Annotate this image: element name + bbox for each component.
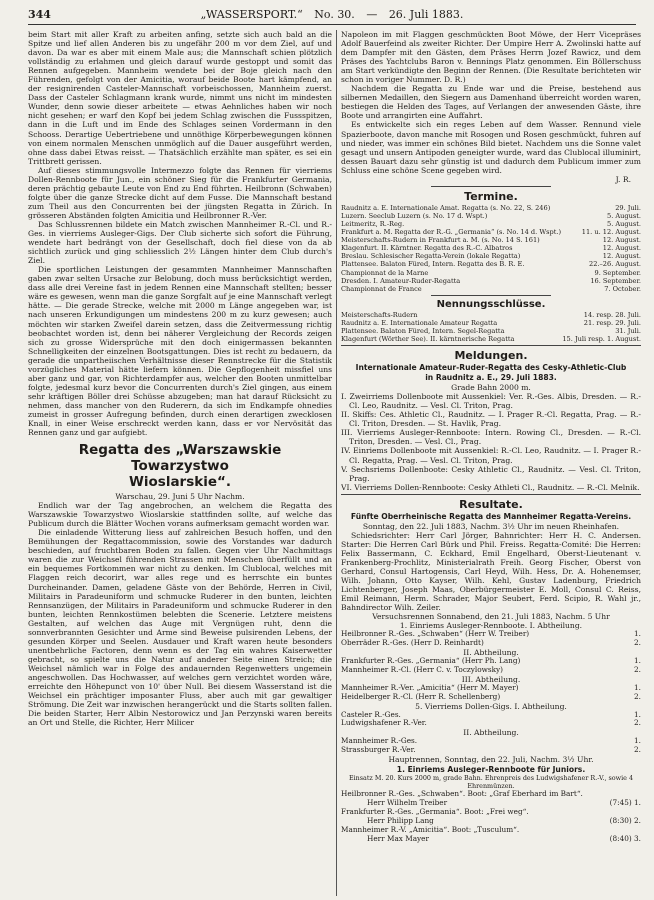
result-list: [341, 630, 641, 648]
event-name: Plattensee. Balaton Füred, Intern. Regatta des B. R. E.: [341, 260, 525, 269]
result-place: 1.: [634, 655, 641, 665]
result-entry: Ludwigshafener R.-Ver.: [341, 718, 427, 728]
event-date: 5. August.: [607, 211, 641, 220]
event-date: 29. Juli.: [615, 203, 641, 212]
signature: J. R.: [615, 174, 631, 184]
race-heading: 1. Einriems Ausleger-Rennboote für Juniors.: [396, 765, 586, 775]
versuchsrennen-heading: Versuchsrennen Sonnabend, den 21. Juli 1883, Nachm. 5 Uhr: [372, 612, 610, 622]
result-list: [341, 711, 641, 729]
meldung-entry: V. Sechsriems Dollenboote: Cesky Athletic Cl., Raudnitz. — Vesl. Cl. Triton, Prag.: [341, 464, 641, 483]
result-entry: Mannheimer R.-Cl. (Herr C. v. Toczylowsky): [341, 664, 503, 674]
paragraph: beim Start mit aller Kraft zu arbeiten anfing, setzte sich auch bald an die Spitze und lief allen Anderen bis zu ungefähr 200 m vor dem Ziel, auf und davon. Da war es aber mit einem Male aus; die Mannschaft schien plötzlich vollständig zu erlahmen und gleich darauf wurde gestoppt und somit das Rennen aufgegeben. Mannheim wendete bei der Boje gleich nach den Führenden, gefolgt von der Amicitia, worauf beide Boote hart kämpfend, an der resignirenden Casteler-Mannschaft vorbeischossen, Mannheim zuerst. Dass der Casteler Schlagmann krank wurde, nimmt uns nicht im mindesten Wunder, denn sowie dieser arbeitete — etwas Aehnliches haben wir noch nicht gesehen; er warf den Kopf bei jedem Schlag zwischen die Fussspitzen, dann in die Luft und im Ende des Schlages seinen Vordermann in den Schooss. Derartige Uebertriebene und unnöthige Körperbewegungen können von einem normalen Menschen unmöglich auf die Dauer ausgeführt werden, ohne dass dabei Etwas reisst. — Thatsächlich erzählte man später, es sei ein Trittbrett gerissen.: [28, 30, 332, 166]
result-list: [341, 737, 641, 755]
event-name: Klagenfurt (Wörther See). II. kärntnerische Regatta: [341, 335, 515, 344]
article-title-line: Wioslarskie“.: [128, 474, 232, 491]
header-title-line: [28, 8, 636, 21]
result-list: [341, 657, 641, 675]
race-conditions: Einsatz M. 20. Kurs 2000 m, grade Bahn. Ehrenpreis des Ludwigshafener R.-V., sowie 4 Ehrenmünzen.: [348, 774, 634, 790]
result-entry: Mannheimer R.-Ges.: [341, 736, 418, 746]
result-entry: Heilbronner R.-Ges. „Schwaben“ (Herr W. Treiber): [341, 629, 530, 639]
race-heading: II. Abtheilung.: [463, 728, 519, 738]
race-heading: II. Abtheilung.: [463, 647, 519, 657]
result-entry: Heilbronner R.-Ges. „Schwaben“. Boot: „Graf Eberhard im Bart“.: [341, 789, 583, 799]
section-title-meldungen: Meldungen.: [454, 349, 528, 363]
table-row: [341, 228, 641, 236]
race-heading: 1. Einriems Ausleger-Rennboote. I. Abtheilung.: [399, 621, 583, 631]
resultate-date: Sonntag, den 22. Juli 1883, Nachm. 3½ Uhr im neuen Rheinhafen.: [362, 521, 620, 531]
resultate-heading: Fünfte Oberrheinische Regatta des Mannheimer Regatta-Vereins.: [350, 511, 632, 521]
result-entry: Frankfurter R.-Ges. „Germania“ (Herr Ph. Lang): [341, 655, 521, 665]
event-date: 12. August.: [602, 244, 641, 253]
table-row: [341, 285, 641, 293]
left-column: [28, 30, 332, 898]
table-row: [341, 212, 641, 220]
column-rule: [336, 30, 337, 896]
event-name: Frankfurt a. M. Regatta der R.-G. „Germania“ (s. No. 14 d. Wspt.): [341, 228, 562, 237]
event-date: 9. September.: [594, 268, 641, 277]
result-place: (8:40) 3.: [609, 833, 641, 843]
result-place: 2.: [634, 691, 641, 701]
header-separator: —: [366, 8, 378, 21]
paragraph: Auf dieses stimmungsvolle Intermezzo folgte das Rennen für vierriems Dollen-Rennboote für Jun., ein schöner Sieg für die Frankfurter Germania, deren prächtig gebaute Leute von End zu End führten. Heilbronn (Schwaben) folgte über die ganze Strecke dicht auf dem Fusse. Die Mannschaft bestand zum Theil aus den Concurrenten bei der jüngsten Regatta in Zürich. In grösseren Abständen folgten Amicitia und Heilbronner R.-Ver.: [28, 165, 332, 220]
meldung-entry: I. Zweirriems Dollenboote mit Aussenkiel: Ver. R.-Ges. Albis, Dresden. — R.-Cl. Leo, Raudnitz. — Vesl. Cl. Triton, Prag.: [341, 392, 641, 411]
result-entry: Herr Max Mayer: [367, 833, 429, 843]
meldungen-place-date: in Raudnitz a. E., 29. Juli 1883.: [425, 373, 557, 383]
result-list: [341, 790, 641, 843]
event-date: 15. Juli resp. 1. August.: [562, 335, 641, 344]
event-date: 5. August.: [607, 219, 641, 228]
table-row: [341, 319, 641, 327]
table-row: [341, 204, 641, 212]
issue-number: No. 30.: [314, 8, 355, 21]
race-heading: 5. Vierriems Dollen-Gigs. I. Abtheilung.: [415, 701, 567, 711]
meldung-entry: III. Vierriems Ausleger-Rennboote: Intern. Rowing Cl., Dresden. — R.-Cl. Triton, Dresden. — Vesl. Cl., Prag.: [341, 428, 641, 447]
event-name: Raudnitz a. E. Internationale Amat. Regatta (s. No. 22, S. 246): [341, 203, 551, 212]
issue-date: 26. Juli 1883.: [388, 8, 464, 21]
result-place: (8:30) 2.: [609, 816, 641, 826]
table-row: [341, 252, 641, 260]
event-date: 7. October.: [604, 284, 641, 293]
divider: [431, 295, 551, 296]
right-column: [341, 30, 641, 898]
event-name: Klagenfurt. II. Kärntner. Regatta des R.-C. Albatros: [341, 244, 513, 253]
paragraph: Das Schlussrennen bildete ein Match zwischen Mannheimer R.-Cl. und R.-Ges. in vierriems Ausleger-Gigs. Der Club sicherte sich sofort die Führung, wendete hart bedrängt von der Gesellschaft, doch fiel diese von da ab sichtlich zurück und ging schliesslich 2½ Längen hinter dem Club durch's Ziel.: [28, 219, 332, 266]
event-name: Leitmeritz, R.-Reg.: [341, 219, 405, 228]
paragraph: Endlich war der Tag angebrochen, an welchem die Regatta des Warszawskie Towarzystwo Wioslarskie stattfinden sollte, auf welche das Publicum durch die Blätter Wochen vorans aufmerksam gemacht worden war.: [28, 501, 332, 529]
running-header: [28, 8, 636, 25]
paragraph: Die einladende Witterung liess auf zahlreichen Besuch hoffen, und den Bemühungen der Regattacommission, sowie des Vorstandes war dadurch beschieden, auf fruchtbaren Boden zu fallen. Gegen vier Uhr Nachmittags waren die zur Weichsel führenden Strassen mit Menschen überfüllt und an ein bequemes Fortkommen war nicht zu denken. Im Clublocal, welches mit Flaggen reich decorirt, war alles rege und es herrschte ein buntes Durcheinander. Damen, geladene Gäste von der Behörde, Herren in Civil, Militairs in Paradeuniform und schmucke Ruderer in den bunten, leichten Rennsanzügen, der Militairs in Paradeuniform und schmucke Ruderer in den bunten, leichten Rennkostümen belebten die Scenerie. Letztere meistens Gestalten, auf welchen das Auge mit Vergnügen ruht, denn die sonnverbrannten Gesichter und Arme sind Beweise pulsirenden Lebens, der gesunden Körper und Seelen. Ausdauer und Kraft waren heute besonders unentbehrliche Factoren, denn wenn es der Tag ein wahres Kaiserwetter gebracht, so spielte uns die Natur auf anderer Seite einen Streich; die Weichsel nämlich war in Folge des andauernden Regenwetters ungemein angeschwollen. Das Hochwasser, auf welches gern verzichtet worden wäre, erreichte den Höhepunct von 10' über Null. Bei diesem Wasserstand ist die Weichsel ein prächtiger imposanter Fluss, aber auch mit gar gewaltiger Strömung. Die Zeit war inzwischen herangerückt und die Starts sollten fallen. Die beiden Starter, Herr Albin Nestorowicz und Jan Perzynski waren bereits an Ort und Stelle, die Richter, Herr Milicer: [28, 528, 332, 728]
meldung-entry: IV. Einriems Dollenboote mit Aussenkiel: R.-Cl. Leo, Raudnitz. — I. Prager R.-Cl. Regatta, Prag. — Vesl. Cl. Triton, Prag.: [341, 446, 641, 465]
section-title-nennung: Nennungsschlüsse.: [436, 298, 546, 310]
event-name: Plattensee. Balaton Füred, Intern. Segel-Regatta: [341, 327, 505, 336]
section-title-termine: Termine.: [464, 189, 518, 203]
result-place: 1.: [634, 736, 641, 746]
table-row: [341, 260, 641, 268]
paragraph: Die sportlichen Leistungen der gesammten Mannheimer Mannschaften gaben zwar selten Ursache zur Belobung, doch muss berücksichtigt werden, dass alle drei Vereine fast in jedem Rennen eine Mannschaft stellten; besser wäre es gewesen, wenn man die ganze Sorgfalt auf je eine Mannschaft verlegt hätte. — Die gerade Strecke, welche mit 2000 m Länge angegeben war, ist nach unseren Erkundigungen um mindestens 200 m zu kurz gewesen; auch möchten wir starken Zweifel darein setzen, dass die Zeitvermessung richtig beobachtet worden ist, denn bei näherer Vergleichung der Records zeigen sich zu grosse Widersprüche mit den doch einigermassen bekannten Schnelligkeiten der einzelnen Bootsgattungen. Dies ist recht zu bedauern, da gerade die unpartheiischen Verhältnisse dieser Rennstrecke für die Statistik vorzügliches Material hätte liefern können. Die Gepflogenheit missfiel uns aber ganz und gar, von Richterdampfer aus, welcher den Booten unmittelbar folgte, jedesmal kurz bevor die Concurrenten durch's Ziel gingen, aus einem sehr kräftigen Böller drei Schüsse abzugeben; man hat darauf Rücksicht zu nehmen, dass mancher von den Ruderern, da sich im Endkampfe ohnedies zumeist in grosser Aufregung befinden, durch einen derartigen zwecklosen Knall, in einer Weise erschreckt werden kann, dass er vor Nervösität das Rennen ganz und gar aufgiebt.: [28, 265, 332, 438]
result-entry: Mannheimer R.-V. „Amicitia“. Boot: „Tusculum“.: [341, 825, 520, 835]
event-name: Breslau. Schlesischer Regatta-Verein (lokale Regatta): [341, 252, 521, 261]
event-name: Championnat de France: [341, 284, 422, 293]
result-row: [341, 639, 641, 648]
event-name: Dresden. I. Amateur-Ruder-Regatta: [341, 276, 461, 285]
article-title: [28, 442, 332, 490]
table-row: [341, 269, 641, 277]
result-row: [341, 693, 641, 702]
table-row: [341, 277, 641, 285]
race-heading: III. Abtheilung.: [461, 674, 521, 684]
result-entry: Casteler R.-Ges.: [341, 709, 401, 719]
event-name: Championnat de la Marne: [341, 268, 429, 277]
table-row: [341, 327, 641, 335]
event-name: Raudnitz a. E. Internationale Amateur Regatta: [341, 318, 498, 327]
paragraph: Schiedsrichter: Herr Carl Jörger, Bahnrichter: Herr H. C. Andersen. Starter: Die Herren Carl Bürk und Phil. Freiss. Regatta-Comité: Die Herren: Felix Bassermann, C. Eckhard, Emil Engelhard, Oberst-Lieutenant v. Frankenberg-Prochlitz, Ministerialrath Freih. Georg Fischer, Oberst von Gerhard, Consul Hartogensis, Carl Heyd, Wilh. Hess, Dr. A. Hohenemser, Wilh. Johann, Otto Kayser, Wilh. Kehl, Gustav Ladenburg, Friedrich Lichtenberger, Joseph Maas, Oberbürgermeister E. Moll, Consul C. Reiss, Emil Reimann, Herm. Schrader, Major Seubert, Ferd. Scipio, R. Wahl jr., Bahndirector Wilh. Zeiler.: [341, 530, 641, 613]
event-date: 11. u. 12. August.: [581, 228, 641, 237]
result-entry: Frankfurter R.-Ges. „Germania“. Boot: „Frei weg“.: [341, 807, 529, 817]
result-row: [341, 746, 641, 755]
event-date: 14. resp. 28. Juli.: [583, 310, 641, 319]
page-number: 344: [28, 8, 51, 21]
table-row: [341, 236, 641, 244]
section-title-resultate: Resultate.: [459, 497, 523, 511]
result-place: 1.: [634, 629, 641, 639]
table-row: [341, 244, 641, 252]
result-entry: Mannheimer R.-Ver. „Amicitia“ (Herr M. Mayer): [341, 682, 519, 692]
result-place: 2.: [634, 745, 641, 755]
divider: [341, 345, 641, 346]
event-name: Luzern. Seeclub Luzern (s. No. 17 d. Wspt.): [341, 211, 488, 220]
event-date: 12. August.: [602, 236, 641, 245]
result-place: (7:45) 1.: [609, 798, 641, 808]
divider: [341, 494, 641, 495]
nennung-table: [341, 311, 641, 343]
result-entry: Heidelberger R.-Cl. (Herr R. Schellenberg): [341, 691, 501, 701]
event-date: 21. resp. 29. Juli.: [583, 318, 641, 327]
termine-table: [341, 204, 641, 293]
event-date: 16. September.: [590, 276, 641, 285]
result-entry: Strassburger R.-Ver.: [341, 745, 416, 755]
paragraph: Es entwickelte sich ein reges Leben auf dem Wasser. Rennund viele Spazierboote, davon manche mit Rosogen und Rosen geschmückt, fuhren auf und nieder, was immer ein schönes Bild bietet. Nachdem uns die Sonne valet gesagt und unsern Antipoden geneigter wurde, ward das Clublocal illuminirt, dessen Bauart dazu sehr günstig ist und dadurch dem Publicum immer zum Schluss eine schöne Scene gegeben wird.: [341, 120, 641, 175]
meldungen-list: [341, 392, 641, 492]
result-place: 2.: [634, 638, 641, 648]
result-place: 1.: [634, 682, 641, 692]
paragraph: Napoleon im mit Flaggen geschmückten Boot Möwe, der Herr Vicepräses Adolf Bauerfeind als zweiter Richter. Der Umpire Herr A. Zwolinski hatte auf dem Dampfer mit den Gästen, dem Präses Herrn Jozef Rawicz, und dem Präses des Yachtclubs Baron v. Bennings Platz genommen. Ein Böllerschuss am Start verkündigte den Beginn der Rennen. (Die Resultate berichteten wir schon in voriger Nummer. D. R.): [341, 30, 641, 85]
hauptrennen-heading: Hauptrennen, Sonntag, den 22. Juli, Nachm. 3½ Uhr.: [388, 755, 594, 765]
table-row: [341, 335, 641, 343]
result-row: [341, 666, 641, 675]
result-entry: Herr Wilhelm Treiber: [367, 798, 448, 808]
meldung-entry: VI. Vierriems Dollen-Rennboote: Cesky Athleti Cl., Raudnitz. — R.-Cl. Melnik.: [341, 482, 640, 492]
paragraph: Nachdem die Regatta zu Ende war und die Preise, bestehend aus silbernen Medaillen, den Siegern aus Damenhand überreicht worden waren, bestiegen die Helden des Tages, auf Verlangen der anwesenden Gäste, ihre Boote und arrangirten eine Auffahrt.: [341, 84, 641, 121]
divider: [431, 186, 551, 187]
event-name: Meisterschafts-Rudern: [341, 310, 418, 319]
table-row: [341, 220, 641, 228]
event-name: Meisterschafts-Rudern in Frankfurt a. M. (s. No. 14 S. 161): [341, 236, 540, 245]
event-date: 12. August.: [602, 252, 641, 261]
journal-title: „WASSERSPORT.“: [200, 8, 303, 21]
article-title-line: Regatta des „Warszawskie Towarzystwo: [78, 442, 282, 475]
result-place: 2.: [634, 664, 641, 674]
result-entry: Oberräder R.-Ges. (Herr D. Reinhardt): [341, 638, 484, 648]
result-entry: Herr Philipp Lang: [367, 816, 434, 826]
result-row: [341, 719, 641, 728]
event-date: 22.–26. August.: [589, 260, 641, 269]
result-list: [341, 684, 641, 702]
meldungen-course: Grade Bahn 2000 m.: [451, 383, 531, 393]
result-place: 2.: [634, 718, 641, 728]
table-row: [341, 311, 641, 319]
event-date: 31. Juli.: [615, 327, 641, 336]
meldung-entry: II. Skiffs: Ces. Athletic Cl., Raudnitz. — I. Prager R.-Cl. Regatta, Prag. — R.-Cl. Triton, Dresden. — St. Havlik, Prag.: [341, 410, 641, 429]
dateline: Warschau, 29. Juni 5 Uhr Nachm.: [115, 492, 245, 502]
result-row: [341, 835, 641, 844]
result-place: 1.: [634, 709, 641, 719]
meldungen-heading: Internationale Amateur-Ruder-Regatta des Cesky-Athletic-Club: [355, 363, 627, 373]
